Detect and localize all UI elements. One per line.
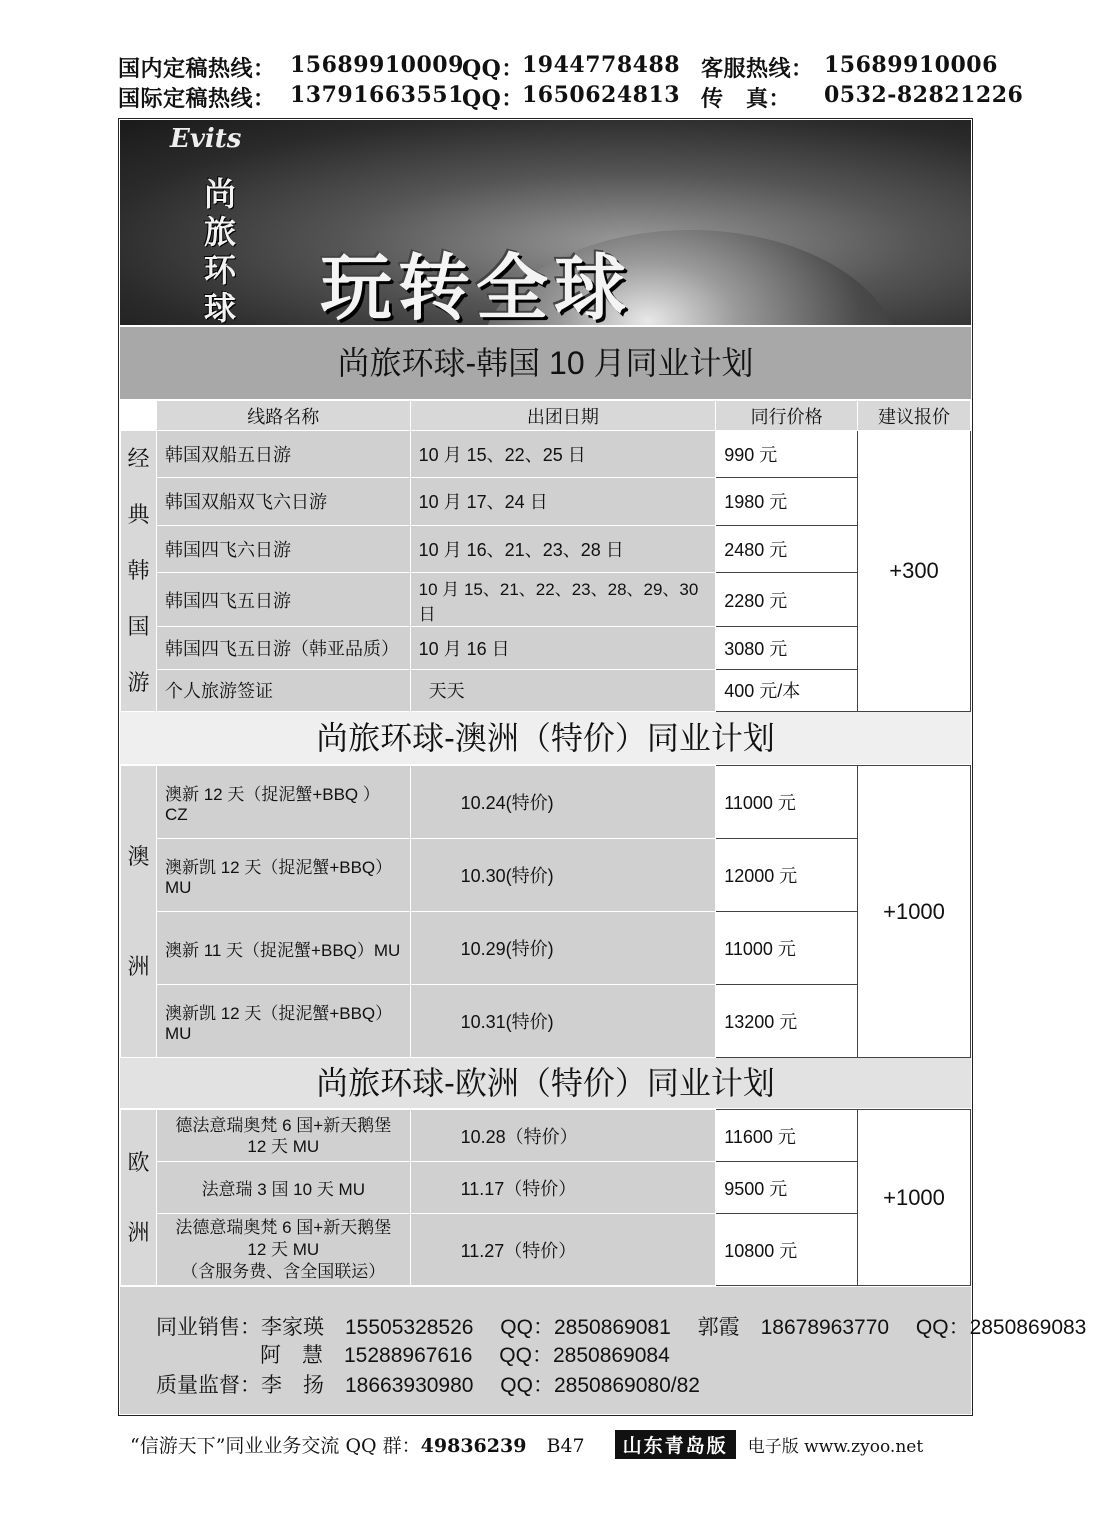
service-phone: 15689910006 — [824, 52, 998, 78]
peer-price: 9500 元 — [716, 1162, 858, 1214]
banner-slogan: 玩转全球 — [320, 245, 633, 325]
australia-section-title: 尚旅环球-澳洲（特价）同业计划 — [120, 712, 971, 764]
peer-price: 11000 元 — [716, 912, 858, 985]
korea-table — [120, 400, 971, 712]
peer-price: 10800 元 — [716, 1214, 858, 1286]
europe-section-title: 尚旅环球-欧洲（特价）同业计划 — [120, 1058, 971, 1108]
qq-number: 1650624813 — [522, 82, 681, 108]
table-row — [121, 525, 971, 572]
domestic-label: 国内定稿热线： — [118, 56, 276, 82]
route-name: 澳新凯 12 天（捉泥蟹+BBQ）MU — [156, 985, 410, 1058]
peer-price: 990 元 — [716, 431, 858, 478]
route-name: 韩国四飞六日游 — [156, 525, 410, 572]
peer-price: 1980 元 — [716, 478, 858, 525]
footer-website: 电子版 www.zyoo.net — [747, 1437, 924, 1457]
peer-price: 11000 元 — [716, 766, 858, 839]
depart-date: 10.31(特价) — [410, 985, 716, 1058]
korea-section-title: 尚旅环球-韩国 10 月同业计划 — [120, 327, 971, 399]
route-name: 澳新 11 天（捉泥蟹+BBQ）MU — [156, 912, 410, 985]
route-name: 韩国四飞五日游 — [156, 572, 410, 626]
depart-date: 10 月 15、21、22、23、28、29、30 日 — [410, 572, 716, 626]
peer-price: 2280 元 — [716, 572, 858, 626]
table-row — [121, 1162, 971, 1214]
table-row — [121, 839, 971, 912]
qq-number: 1944778488 — [522, 52, 681, 78]
peer-price: 3080 元 — [716, 627, 858, 669]
edition-badge: 山东青岛版 — [615, 1430, 736, 1459]
route-name: 法德意瑞奥梵 6 国+新天鹅堡 12 天 MU （含服务费、含全国联运） — [156, 1214, 410, 1286]
route-name: 德法意瑞奥梵 6 国+新天鹅堡 12 天 MU — [156, 1110, 410, 1162]
footer-text: “信游天下”同业业务交流 QQ 群： — [130, 1435, 421, 1457]
suggest-price: +1000 — [858, 1110, 971, 1286]
depart-date: 天天 — [410, 669, 716, 711]
qq-label: QQ： — [462, 86, 524, 112]
depart-date: 10.28（特价） — [410, 1110, 716, 1162]
peer-price: 2480 元 — [716, 525, 858, 572]
peer-price: 400 元/本 — [716, 669, 858, 711]
route-name: 澳新凯 12 天（捉泥蟹+BBQ）MU — [156, 839, 410, 912]
table-row — [121, 627, 971, 669]
table-row — [121, 431, 971, 478]
depart-date: 10 月 15、22、25 日 — [410, 431, 716, 478]
europe-category: 欧 洲 — [121, 1110, 157, 1286]
qq-label: QQ： — [462, 56, 524, 82]
suggest-price: +1000 — [858, 766, 971, 1058]
footer — [130, 1430, 923, 1459]
peer-price: 11600 元 — [716, 1110, 858, 1162]
depart-date: 10.30(特价) — [410, 839, 716, 912]
table-row — [121, 669, 971, 711]
service-label: 客服热线： — [701, 56, 814, 82]
route-name: 韩国双船五日游 — [156, 431, 410, 478]
australia-category: 澳 洲 — [121, 766, 157, 1058]
footer-qq-group: 49836239 — [420, 1435, 527, 1457]
table-row — [121, 912, 971, 985]
col-suggest-price: 建议报价 — [858, 401, 971, 431]
domestic-phone: 15689910009 — [290, 52, 464, 78]
intl-phone: 13791663551 — [290, 82, 464, 108]
fax-label: 传 真： — [701, 86, 792, 112]
depart-date: 10 月 16 日 — [410, 627, 716, 669]
route-name: 法意瑞 3 国 10 天 MU — [156, 1162, 410, 1214]
fax-number: 0532-82821226 — [824, 82, 1024, 108]
page-number: B47 — [546, 1435, 585, 1457]
peer-price: 12000 元 — [716, 839, 858, 912]
route-name: 韩国四飞五日游（韩亚品质） — [156, 627, 410, 669]
route-name: 澳新 12 天（捉泥蟹+BBQ ）CZ — [156, 766, 410, 839]
table-header-row — [121, 401, 971, 431]
intl-label: 国际定稿热线： — [118, 86, 276, 112]
peer-price: 13200 元 — [716, 985, 858, 1058]
depart-date: 10 月 17、24 日 — [410, 478, 716, 525]
route-name: 韩国双船双飞六日游 — [156, 478, 410, 525]
table-row — [121, 766, 971, 839]
europe-table — [120, 1109, 971, 1286]
brand-logo: Evits — [170, 124, 242, 154]
depart-date: 10.29(特价) — [410, 912, 716, 985]
depart-date: 11.27（特价） — [410, 1214, 716, 1286]
table-row — [121, 572, 971, 626]
table-row — [121, 985, 971, 1058]
col-peer-price: 同行价格 — [716, 401, 858, 431]
route-name: 个人旅游签证 — [156, 669, 410, 711]
sales-contact-line-2: 阿 慧 15288967616 QQ：2850869084 — [260, 1344, 670, 1367]
quality-contact-line: 质量监督：李 扬 18663930980 QQ：2850869080/82 — [156, 1374, 700, 1397]
depart-date: 10 月 16、21、23、28 日 — [410, 525, 716, 572]
contact-block — [120, 1287, 1087, 1414]
korea-category: 经 典 韩 国 游 — [121, 431, 157, 712]
table-row — [121, 1214, 971, 1286]
table-row — [121, 1110, 971, 1162]
col-route: 线路名称 — [156, 401, 410, 431]
australia-table — [120, 765, 971, 1058]
col-date: 出团日期 — [410, 401, 716, 431]
table-row — [121, 478, 971, 525]
depart-date: 10.24(特价) — [410, 766, 716, 839]
suggest-price: +300 — [858, 431, 971, 712]
depart-date: 11.17（特价） — [410, 1162, 716, 1214]
sales-contact-line: 同业销售：李家瑛 15505328526 QQ：2850869081 郭霞 18678963770 QQ：2850869083 — [156, 1316, 1087, 1339]
banner — [120, 120, 971, 325]
brand-vertical-name: 尚 旅 环 球 — [203, 175, 236, 325]
